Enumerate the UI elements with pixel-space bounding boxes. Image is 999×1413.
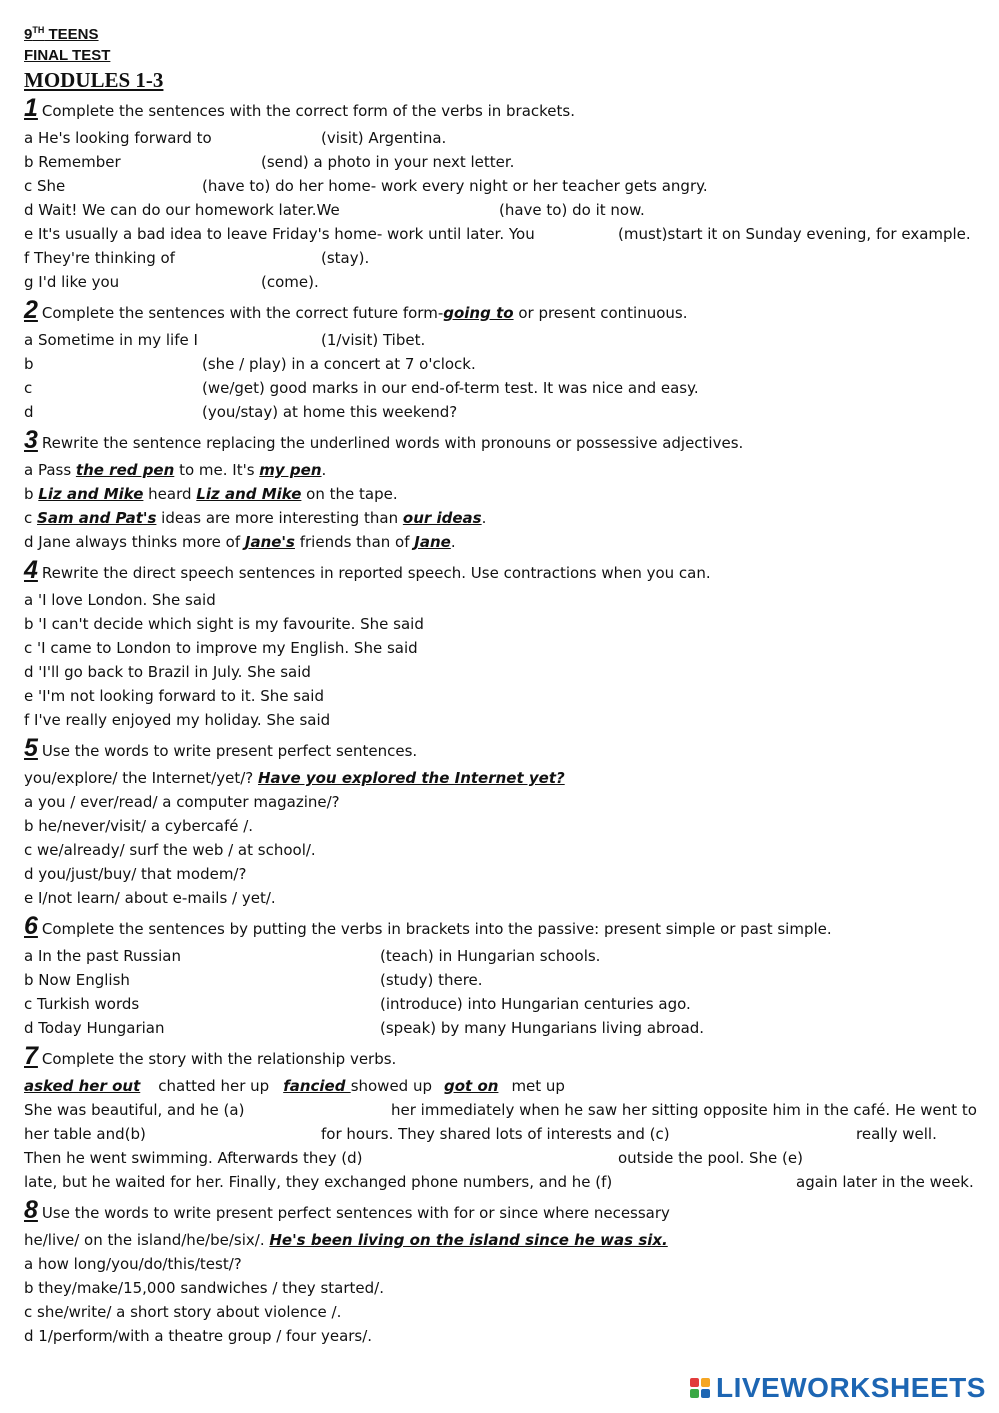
exercise-line-cont: (she / play) in a concert at 7 o'clock. — [202, 355, 476, 373]
text: . — [321, 461, 327, 479]
section-instruction: Rewrite the direct speech sentences in reported speech. Use contractions when you can. — [41, 564, 711, 582]
word-bank-item: met up — [511, 1077, 565, 1095]
modules-title: MODULES 1-3 — [24, 68, 164, 92]
exercise-line: c 'I came to London to improve my English. She said — [24, 639, 418, 657]
logo-icon — [690, 1378, 710, 1398]
text: . — [450, 533, 456, 551]
story-line-cont: outside the pool. She (e) — [618, 1149, 803, 1167]
exercise-line-cont: (send) a photo in your next letter. — [261, 153, 515, 171]
example-answer: He's been living on the island since he was six. — [269, 1231, 668, 1249]
exercise-line: b — [24, 355, 34, 373]
exercise-line: b Now English — [24, 971, 130, 989]
logo-text: LIVEWORKSHEETS — [716, 1372, 986, 1403]
grade-suffix: TH — [32, 25, 45, 35]
underlined-words: Jane — [414, 533, 451, 551]
section-number: 1 — [24, 94, 38, 122]
exercise-line-cont: (have to) do her home- work every night or her teacher gets angry. — [202, 177, 708, 195]
exercise-line: c Turkish words — [24, 995, 140, 1013]
exercise-line: d 1/perform/with a theatre group / four years/. — [24, 1327, 373, 1345]
story-line-cont: for hours. They shared lots of interests and (c) — [321, 1125, 670, 1143]
section-4-heading — [24, 556, 711, 584]
exercise-line: c she/write/ a short story about violence /. — [24, 1303, 342, 1321]
story-line: Then he went swimming. Afterwards they (d) — [24, 1149, 363, 1167]
section-5-heading — [24, 734, 418, 762]
grade-number: 9 — [24, 26, 33, 43]
section-number: 4 — [24, 556, 38, 584]
section-number: 2 — [24, 296, 38, 324]
story-line-cont: her immediately when he saw her sitting opposite him in the café. He went to — [391, 1101, 977, 1119]
text: ideas are more interesting than — [156, 509, 403, 527]
text: c — [24, 509, 38, 527]
exercise-line: f I've really enjoyed my holiday. She said — [24, 711, 331, 729]
section-number: 3 — [24, 426, 38, 454]
exercise-line: e I/not learn/ about e-mails / yet/. — [24, 889, 276, 907]
underlined-words: Liz and Mike — [196, 485, 302, 503]
underlined-words: Sam and Pat's — [37, 509, 157, 527]
section-instruction: Complete the sentences with the correct future form- — [41, 304, 444, 322]
exercise-line: a how long/you/do/this/test/? — [24, 1255, 242, 1273]
exercise-line: d you/just/buy/ that modem/? — [24, 865, 247, 883]
exercise-line: d — [24, 403, 34, 421]
exercise-line: b Remember — [24, 153, 121, 171]
word-bank-item: fancied — [283, 1077, 351, 1095]
exercise-line: e 'I'm not looking forward to it. She said — [24, 687, 324, 705]
exercise-line-cont: (teach) in Hungarian schools. — [380, 947, 601, 965]
test-title: FINAL TEST — [24, 47, 111, 64]
text: b — [24, 485, 39, 503]
exercise-line-cont: (come). — [261, 273, 319, 291]
story-line-cont: again later in the week. — [796, 1173, 974, 1191]
story-line: She was beautiful, and he (a) — [24, 1101, 245, 1119]
text: a Pass — [24, 461, 76, 479]
exercise-line-cont: (must)start it on Sunday evening, for example. — [618, 225, 971, 243]
logo-tile — [690, 1389, 699, 1398]
exercise-line-cont: (have to) do it now. — [499, 201, 645, 219]
text: . — [481, 509, 487, 527]
word-bank-item: asked her out — [24, 1077, 141, 1095]
example-prompt: you/explore/ the Internet/yet/? — [24, 769, 258, 787]
exercise-line-cont: (study) there. — [380, 971, 483, 989]
section-instruction: Rewrite the sentence replacing the underlined words with pronouns or possessive adjectives. — [41, 434, 744, 452]
exercise-line-cont: (1/visit) Tibet. — [321, 331, 426, 349]
exercise-line: c — [24, 379, 33, 397]
exercise-line: e It's usually a bad idea to leave Friday's home- work until later. You — [24, 225, 535, 243]
exercise-line: d Wait! We can do our homework later.We — [24, 201, 340, 219]
section-3-heading — [24, 426, 744, 454]
section-8-heading — [24, 1196, 670, 1224]
grade-label: TEENS — [44, 26, 99, 43]
exercise-line: b 'I can't decide which sight is my favourite. She said — [24, 615, 424, 633]
example-line — [24, 768, 565, 788]
section-instruction: Complete the sentences by putting the verbs in brackets into the passive: present simple or past simple. — [41, 920, 832, 938]
underlined-words: my pen — [259, 461, 322, 479]
word-bank-item: got on — [444, 1077, 499, 1095]
logo-tile — [690, 1378, 699, 1387]
section-instruction: Use the words to write present perfect sentences with for or since where necessary — [41, 1204, 670, 1222]
underlined-words: our ideas — [402, 509, 482, 527]
exercise-line-cont: (speak) by many Hungarians living abroad. — [380, 1019, 705, 1037]
exercise-line — [24, 460, 326, 480]
text: on the tape. — [301, 485, 398, 503]
exercise-line-cont: (stay). — [321, 249, 370, 267]
section-number: 6 — [24, 912, 38, 940]
section-1-heading — [24, 94, 575, 122]
text: friends than of — [294, 533, 415, 551]
example-line — [24, 1230, 668, 1250]
section-instruction: Complete the sentences with the correct form of the verbs in brackets. — [41, 102, 575, 120]
text: heard — [143, 485, 197, 503]
example-answer: Have you explored the Internet yet? — [257, 769, 565, 787]
exercise-line-cont: (visit) Argentina. — [321, 129, 447, 147]
section-6-heading — [24, 912, 832, 940]
exercise-line: a Sometime in my life I — [24, 331, 198, 349]
section-instruction: Use the words to write present perfect sentences. — [41, 742, 418, 760]
exercise-line: a In the past Russian — [24, 947, 181, 965]
exercise-line — [24, 508, 486, 528]
logo-tile — [701, 1378, 710, 1387]
exercise-line: a He's looking forward to — [24, 129, 212, 147]
instruction-emphasis: going to — [443, 304, 514, 322]
exercise-line: d 'I'll go back to Brazil in July. She said — [24, 663, 311, 681]
word-bank-item: showed up — [350, 1077, 433, 1095]
section-2-heading — [24, 296, 688, 324]
text: d Jane always thinks more of — [24, 533, 245, 551]
exercise-line: b they/make/15,000 sandwiches / they started/. — [24, 1279, 384, 1297]
section-instruction: Complete the story with the relationship verbs. — [41, 1050, 397, 1068]
example-prompt: he/live/ on the island/he/be/six/. — [24, 1231, 270, 1249]
word-bank-item: chatted her up — [158, 1077, 270, 1095]
exercise-line-cont: (you/stay) at home this weekend? — [202, 403, 458, 421]
exercise-line: a 'I love London. She said — [24, 591, 216, 609]
logo-tile — [701, 1389, 710, 1398]
exercise-line — [24, 532, 456, 552]
exercise-line: d Today Hungarian — [24, 1019, 165, 1037]
grade-heading — [24, 25, 99, 43]
underlined-words: Jane's — [244, 533, 295, 551]
section-instruction-end: or present continuous. — [513, 304, 688, 322]
word-bank — [24, 1076, 565, 1096]
story-line: late, but he waited for her. Finally, they exchanged phone numbers, and he (f) — [24, 1173, 613, 1191]
section-number: 5 — [24, 734, 38, 762]
exercise-line: f They're thinking of — [24, 249, 175, 267]
section-number: 8 — [24, 1196, 38, 1224]
exercise-line-cont: (we/get) good marks in our end-of-term test. It was nice and easy. — [202, 379, 699, 397]
story-line: her table and(b) — [24, 1125, 146, 1143]
liveworksheets-logo[interactable] — [690, 1372, 986, 1404]
exercise-line-cont: (introduce) into Hungarian centuries ago. — [380, 995, 691, 1013]
underlined-words: Liz and Mike — [38, 485, 144, 503]
section-7-heading — [24, 1042, 397, 1070]
exercise-line: g I'd like you — [24, 273, 120, 291]
exercise-line: c She — [24, 177, 66, 195]
exercise-line: a you / ever/read/ a computer magazine/? — [24, 793, 340, 811]
exercise-line — [24, 484, 398, 504]
story-line-cont: really well. — [856, 1125, 937, 1143]
section-number: 7 — [24, 1042, 38, 1070]
exercise-line: b he/never/visit/ a cybercafé /. — [24, 817, 254, 835]
exercise-line: c we/already/ surf the web / at school/. — [24, 841, 316, 859]
text: to me. It's — [174, 461, 260, 479]
underlined-words: the red pen — [75, 461, 175, 479]
